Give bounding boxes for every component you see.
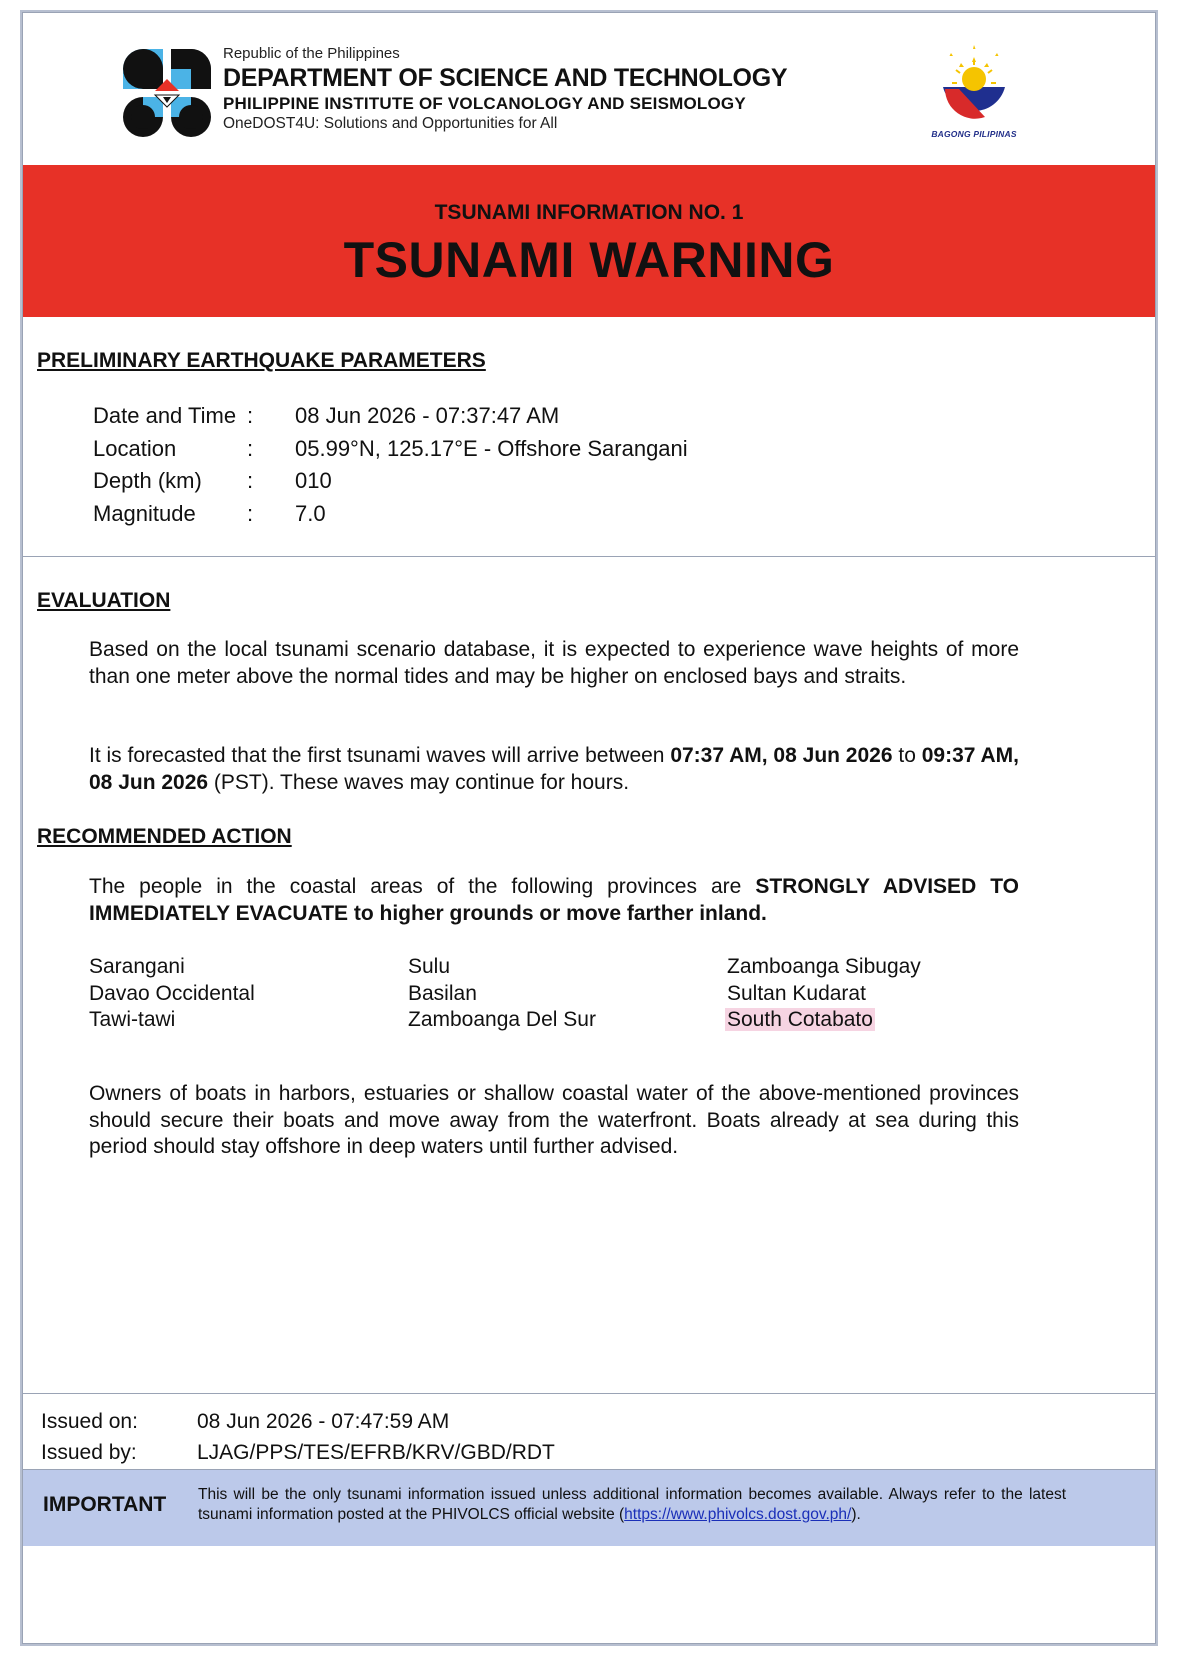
parameter-colon: :: [247, 403, 254, 428]
evaluation-paragraph-2: [89, 743, 1019, 796]
province-column: [89, 954, 255, 1034]
notice-text: ).: [851, 1506, 861, 1523]
agency-tagline: OneDOST4U: Solutions and Opportunities for All: [223, 115, 558, 132]
bagong-pilipinas-emblem-icon: [929, 43, 1019, 129]
issued-by-label: Issued by:: [41, 1441, 137, 1464]
parameter-value: 010: [295, 468, 332, 493]
recommended-heading: RECOMMENDED ACTION: [37, 825, 292, 848]
evacuate-advisory: STRONGLY ADVISED TO IMMEDIATELY EVACUATE to higher grounds or move farther inland.: [89, 875, 1019, 925]
issued-by-value: LJAG/PPS/TES/EFRB/KRV/GBD/RDT: [197, 1441, 555, 1464]
notice-text: This will be the only tsunami information issued unless additional information becomes available. Always refer to the latest tsunami information posted at the PHIVOLCS official website (: [198, 1486, 1066, 1523]
recommended-intro: [89, 874, 1019, 927]
department-name: DEPARTMENT OF SCIENCE AND TECHNOLOGY: [223, 64, 788, 92]
parameter-label: Location: [93, 435, 177, 461]
bulletin: [22, 12, 1156, 1644]
parameter-colon: :: [247, 435, 254, 461]
province-name: Zamboanga Del Sur: [408, 1008, 596, 1031]
info-number: TSUNAMI INFORMATION NO. 1: [434, 201, 744, 224]
important-notice: [23, 1469, 1155, 1546]
province-name: Davao Occidental: [89, 981, 255, 1005]
warning-title: TSUNAMI WARNING: [343, 232, 835, 288]
parameters-heading: PRELIMINARY EARTHQUAKE PARAMETERS: [37, 349, 486, 372]
province-column: [727, 954, 921, 1034]
forecast-text: to: [892, 744, 922, 767]
issued-on-label: Issued on:: [41, 1410, 138, 1433]
forecast-text: It is forecasted that the first tsunami waves will arrive between: [89, 744, 671, 767]
parameter-colon: :: [247, 500, 254, 526]
intro-text: The people in the coastal areas of the following provinces are: [89, 875, 756, 898]
agency-block: [223, 45, 787, 133]
divider: [23, 1393, 1155, 1394]
province-name: Tawi-tawi: [89, 1008, 176, 1031]
province-name: Zamboanga Sibugay: [727, 955, 921, 978]
evaluation-paragraph-1: Based on the local tsunami scenario database, it is expected to experience wave heights of more than one meter above the normal tides and may be higher on enclosed bays and straits.: [89, 638, 1019, 688]
important-label: IMPORTANT: [43, 1493, 167, 1516]
dost-logo-icon: [119, 45, 215, 141]
parameter-value: 08 Jun 2026 - 07:37:47 AM: [295, 403, 560, 428]
province-name: Sulu: [408, 955, 451, 978]
header: [23, 13, 1155, 173]
phivolcs-website-link[interactable]: https://www.phivolcs.dost.gov.ph/: [624, 1506, 852, 1523]
important-text: [198, 1485, 1066, 1525]
parameter-value: 05.99°N, 125.17°E - Offshore Sarangani: [295, 435, 688, 461]
parameter-label: Magnitude: [93, 500, 196, 526]
evaluation-heading: EVALUATION: [37, 589, 171, 612]
issued-block: [41, 1406, 841, 1468]
divider: [23, 556, 1155, 557]
province-column: [408, 954, 596, 1034]
parameter-label: Date and Time: [93, 403, 237, 428]
province-name: South Cotabato: [727, 1008, 873, 1031]
warning-banner: [23, 165, 1155, 317]
boats-paragraph: Owners of boats in harbors, estuaries or shallow coastal water of the above-mentioned provinces should secure their boats and move away from the waterfront. Boats already at sea during this period should stay offshore in deep waters until further advised.: [89, 1082, 1019, 1158]
arrival-end-time: 09:37 AM, 08 Jun 2026: [89, 744, 1019, 794]
forecast-text: (PST). These waves may continue for hours.: [208, 770, 630, 794]
parameter-label: Depth (km): [93, 468, 202, 493]
arrival-start-time: 07:37 AM, 08 Jun 2026: [670, 744, 893, 767]
parameter-colon: :: [247, 468, 254, 493]
institute-name: PHILIPPINE INSTITUTE OF VOLCANOLOGY AND SEISMOLOGY: [223, 94, 746, 113]
parameter-value: 7.0: [295, 500, 326, 526]
province-name: Sarangani: [89, 955, 185, 978]
province-name: Sultan Kudarat: [727, 981, 866, 1005]
republic-line: Republic of the Philippines: [223, 45, 400, 62]
issued-on-value: 08 Jun 2026 - 07:47:59 AM: [197, 1410, 450, 1433]
bagong-pilipinas-logo: [929, 43, 1019, 143]
province-name: Basilan: [408, 981, 477, 1005]
bagong-pilipinas-label: BAGONG PILIPINAS: [931, 129, 1017, 139]
